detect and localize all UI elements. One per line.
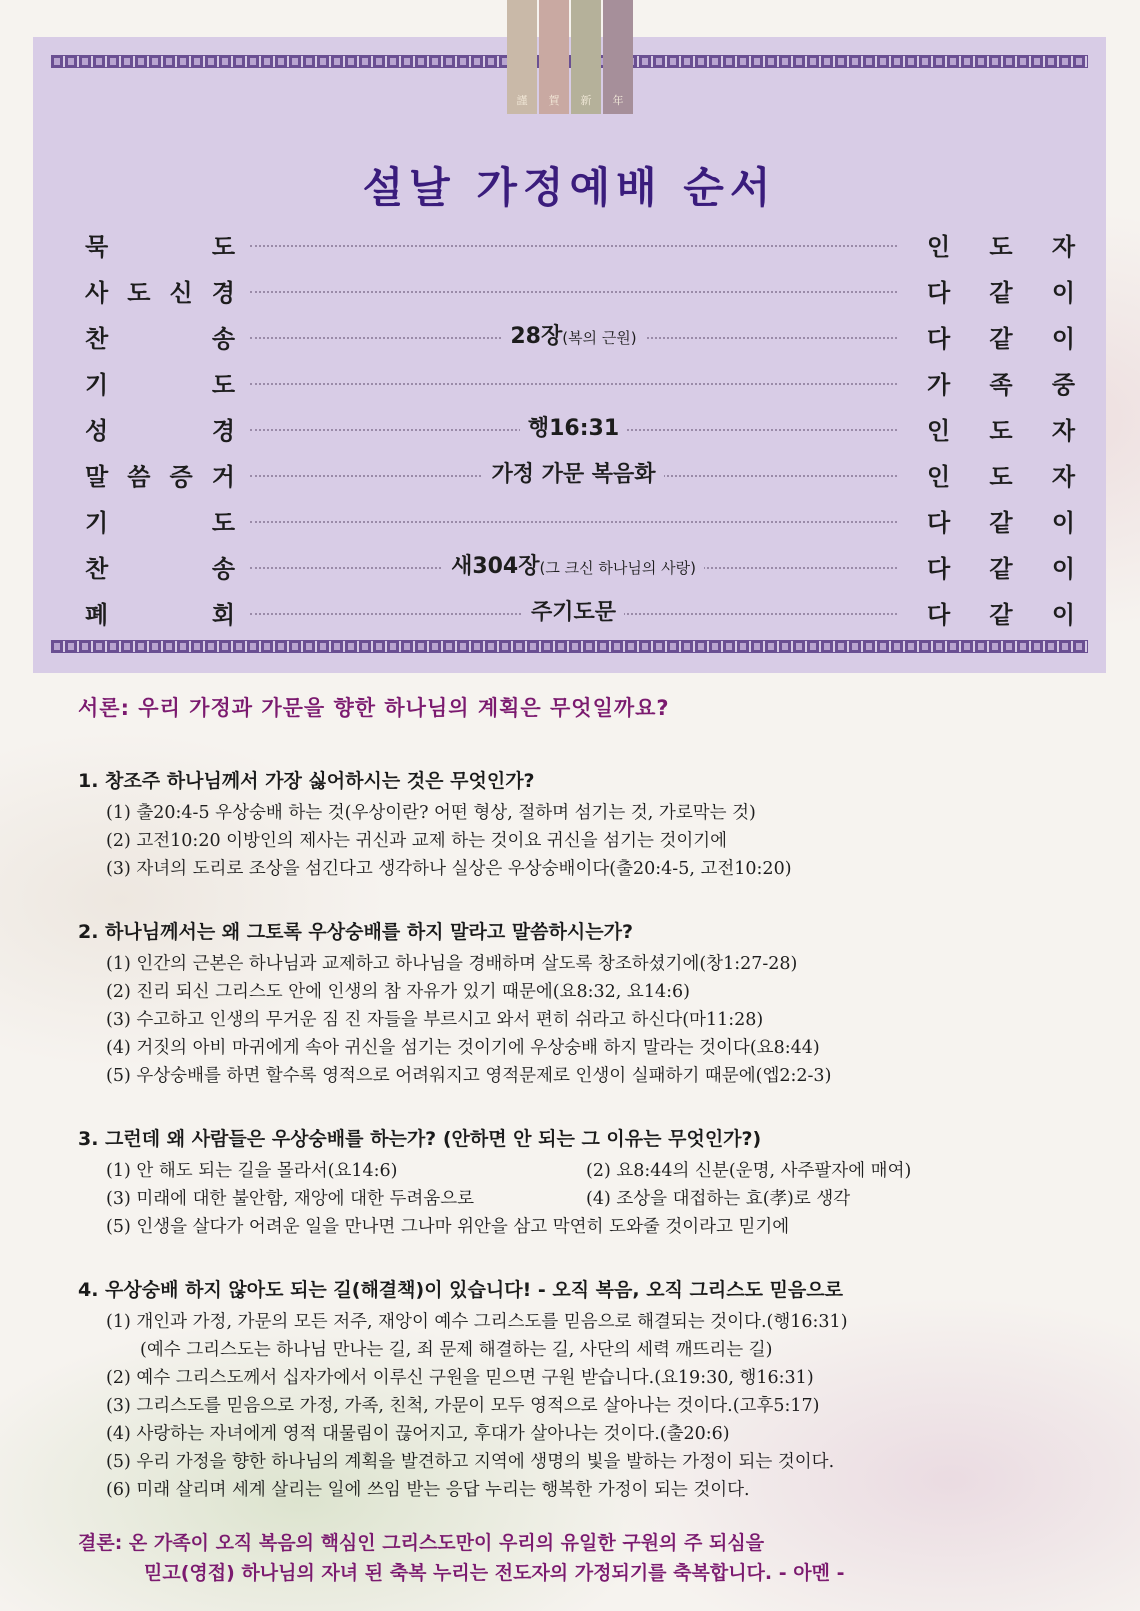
list-item: (3) 미래에 대한 불안함, 재앙에 대한 두려움으로 (106, 1189, 475, 1209)
order-name-char: 송 (211, 325, 235, 353)
section-2 (78, 917, 1078, 1090)
ribbon-char: 年 (612, 94, 624, 107)
section-heading: 1. 창조주 하나님께서 가장 싫어하시는 것은 무엇인가? (78, 770, 535, 792)
ribbon-2 (539, 0, 569, 114)
order-leader-char: 다 (927, 509, 951, 537)
order-content-main: 가정 가문 복음화 (491, 462, 656, 487)
order-row (85, 319, 1075, 365)
order-leader-char: 다 (927, 325, 951, 353)
order-item-leader (927, 365, 1075, 400)
order-name-char: 회 (211, 601, 235, 629)
order-item-leader (927, 503, 1075, 538)
order-name-char: 묵 (85, 233, 109, 261)
ribbon-3 (571, 0, 601, 114)
section-heading: 4. 우상숭배 하지 않아도 되는 길(해결책)이 있습니다! - 오직 복음, 오직 그리스도 믿음으로 (78, 1279, 843, 1301)
order-leader-char: 인 (927, 233, 951, 261)
order-row (85, 227, 1075, 273)
order-item-content (250, 457, 897, 488)
order-row (85, 411, 1075, 457)
order-leader-char: 같 (989, 325, 1013, 353)
order-leader-char: 다 (927, 279, 951, 307)
order-content-text (443, 554, 704, 579)
order-name-char: 기 (85, 371, 109, 399)
list-item: (1) 인간의 근본은 하나님과 교제하고 하나님을 경배하며 살도록 창조하셨기에(창1:27-28) (106, 954, 798, 974)
ribbon-char: 賀 (548, 94, 560, 107)
order-name-char: 송 (211, 555, 235, 583)
order-item-leader (927, 549, 1075, 584)
conclusion-line-1: 결론: 온 가족이 오직 복음의 핵심인 그리스도만이 우리의 유일한 구원의 주 되심을 (78, 1532, 765, 1554)
decorative-border-bottom (51, 640, 1088, 653)
order-item-content (250, 549, 897, 580)
order-row (85, 549, 1075, 595)
order-item-name (85, 457, 235, 492)
order-leader-char: 도 (989, 233, 1013, 261)
order-name-char: 성 (85, 417, 109, 445)
order-leader-char: 이 (1051, 509, 1075, 537)
list-item: (3) 그리스도를 믿음으로 가정, 가족, 친척, 가문이 모두 영적으로 살아나는 것이다.(고후5:17) (106, 1396, 820, 1416)
order-leader-char: 도 (989, 463, 1013, 491)
order-name-char: 경 (211, 279, 235, 307)
order-row (85, 273, 1075, 319)
order-row (85, 595, 1075, 641)
order-content-text (523, 600, 624, 625)
sermon-outline (78, 692, 1078, 1588)
order-leader-char: 같 (989, 279, 1013, 307)
page-title: 설날 가정예배 순서 (362, 163, 777, 212)
order-row (85, 503, 1075, 549)
order-leader-char: 인 (927, 417, 951, 445)
list-item: (2) 예수 그리스도께서 십자가에서 이루신 구원을 믿으면 구원 받습니다.(요19:30, 행16:31) (106, 1368, 814, 1388)
conclusion (78, 1528, 1078, 1588)
order-leader-char: 이 (1051, 325, 1075, 353)
list-item: (6) 미래 살리며 세계 살리는 일에 쓰임 받는 응답 누리는 행복한 가정이 되는 것이다. (106, 1480, 750, 1500)
order-content-main: 새304장 (451, 554, 540, 579)
ribbon-banner (507, 0, 633, 114)
list-item: (5) 우상숭배를 하면 할수록 영적으로 어려워지고 영적문제로 인생이 실패하기 때문에(엡2:2-3) (106, 1066, 832, 1086)
order-leader-char: 자 (1051, 233, 1075, 261)
order-leader-char: 자 (1051, 463, 1075, 491)
section-4 (78, 1275, 1078, 1504)
conclusion-line-2: 믿고(영접) 하나님의 자녀 된 축복 누리는 전도자의 가정되기를 축복합니다. - 아멘 - (144, 1562, 845, 1584)
section-1 (78, 766, 1078, 883)
order-item-name (85, 503, 235, 538)
order-item-name (85, 273, 235, 308)
order-content-text (502, 324, 644, 349)
order-name-char: 신 (169, 279, 193, 307)
order-item-name (85, 365, 235, 400)
list-item: (2) 진리 되신 그리스도 안에 인생의 참 자유가 있기 때문에(요8:32, 요14:6) (106, 982, 690, 1002)
order-item-name (85, 227, 235, 262)
order-name-char: 찬 (85, 325, 109, 353)
order-leader-char: 이 (1051, 555, 1075, 583)
order-item-leader (927, 319, 1075, 354)
list-item: (2) 고전10:20 이방인의 제사는 귀신과 교제 하는 것이요 귀신을 섬기는 것이기에 (106, 831, 728, 851)
order-leader-char: 가 (927, 371, 951, 399)
order-name-char: 도 (127, 279, 151, 307)
order-leader-char: 자 (1051, 417, 1075, 445)
list-item: (1) 개인과 가정, 가문의 모든 저주, 재앙이 예수 그리스도를 믿음으로 해결되는 것이다.(행16:31) (106, 1312, 848, 1332)
order-content-main: 주기도문 (530, 600, 616, 625)
order-content-main: 행16:31 (527, 416, 620, 441)
order-name-char: 사 (85, 279, 109, 307)
list-item: (1) 안 해도 되는 길을 몰라서(요14:6) (106, 1161, 398, 1181)
order-leader-char: 같 (989, 509, 1013, 537)
order-content-text (483, 462, 663, 487)
order-item-leader (927, 457, 1075, 492)
order-leader-char: 인 (927, 463, 951, 491)
order-item-leader (927, 273, 1075, 308)
order-leader-char: 이 (1051, 279, 1075, 307)
order-leader-char: 도 (989, 417, 1013, 445)
order-item-name (85, 549, 235, 584)
order-content-text (520, 416, 627, 441)
order-row (85, 457, 1075, 503)
order-item-name (85, 595, 235, 630)
dotted-leader (250, 291, 897, 293)
dotted-leader (250, 383, 897, 385)
order-leader-char: 족 (989, 371, 1013, 399)
order-item-name (85, 411, 235, 446)
list-item: (4) 조상을 대접하는 효(孝)로 생각 (586, 1189, 851, 1209)
order-name-char: 씀 (127, 463, 151, 491)
ribbon-4 (603, 0, 633, 114)
worship-order-list (85, 227, 1075, 641)
order-name-char: 기 (85, 509, 109, 537)
order-name-char: 도 (211, 371, 235, 399)
order-item-content (250, 411, 897, 442)
worship-order-card (33, 37, 1106, 673)
list-item: (4) 거짓의 아비 마귀에게 속아 귀신을 섬기는 것이기에 우상숭배 하지 말라는 것이다(요8:44) (106, 1038, 820, 1058)
list-item-note: (예수 그리스도는 하나님 만나는 길, 죄 문제 해결하는 길, 사단의 세력 깨뜨리는 길) (140, 1340, 773, 1360)
order-content-note: (복의 근원) (562, 329, 637, 347)
order-item-leader (927, 411, 1075, 446)
list-item: (4) 사랑하는 자녀에게 영적 대물림이 끊어지고, 후대가 살아나는 것이다.(출20:6) (106, 1424, 730, 1444)
order-leader-char: 다 (927, 555, 951, 583)
section-heading: 2. 하나님께서는 왜 그토록 우상숭배를 하지 말라고 말씀하시는가? (78, 921, 633, 943)
order-leader-char: 이 (1051, 601, 1075, 629)
dotted-leader (250, 521, 897, 523)
ribbon-char: 新 (580, 94, 592, 107)
order-row (85, 365, 1075, 411)
list-item: (5) 우리 가정을 향한 하나님의 계획을 발견하고 지역에 생명의 빛을 발하는 가정이 되는 것이다. (106, 1452, 835, 1472)
order-leader-char: 중 (1051, 371, 1075, 399)
order-item-leader (927, 227, 1075, 262)
order-item-content (250, 319, 897, 350)
order-leader-char: 같 (989, 601, 1013, 629)
order-content-note: (그 크신 하나님의 사랑) (539, 559, 696, 577)
order-name-char: 찬 (85, 555, 109, 583)
list-item: (2) 요8:44의 신분(운명, 사주팔자에 매여) (586, 1161, 912, 1181)
order-content-main: 28장 (510, 324, 563, 349)
dotted-leader (250, 245, 897, 247)
list-item: (3) 수고하고 인생의 무거운 짐 진 자들을 부르시고 와서 편히 쉬라고 하신다(마11:28) (106, 1010, 764, 1030)
list-item: (5) 인생을 살다가 어려운 일을 만나면 그나마 위안을 삼고 막연히 도와줄 것이라고 믿기에 (106, 1217, 790, 1237)
section-3 (78, 1124, 1078, 1241)
intro-heading: 서론: 우리 가정과 가문을 향한 하나님의 계획은 무엇일까요? (78, 696, 670, 720)
order-name-char: 거 (211, 463, 235, 491)
order-name-char: 말 (85, 463, 109, 491)
list-item: (3) 자녀의 도리로 조상을 섬긴다고 생각하나 실상은 우상숭배이다(출20:4-5, 고전10:20) (106, 859, 792, 879)
list-item: (1) 출20:4-5 우상숭배 하는 것(우상이란? 어떤 형상, 절하며 섬기는 것, 가로막는 것) (106, 803, 756, 823)
order-item-name (85, 319, 235, 354)
ribbon-char: 謹 (516, 94, 528, 107)
section-heading: 3. 그런데 왜 사람들은 우상숭배를 하는가? (안하면 안 되는 그 이유는 무엇인가?) (78, 1128, 762, 1150)
two-column-list (78, 1157, 1078, 1213)
order-name-char: 도 (211, 509, 235, 537)
order-name-char: 폐 (85, 601, 109, 629)
ribbon-1 (507, 0, 537, 114)
order-item-content (250, 595, 897, 626)
order-item-leader (927, 595, 1075, 630)
order-name-char: 증 (169, 463, 193, 491)
order-leader-char: 같 (989, 555, 1013, 583)
order-name-char: 도 (211, 233, 235, 261)
order-leader-char: 다 (927, 601, 951, 629)
order-name-char: 경 (211, 417, 235, 445)
